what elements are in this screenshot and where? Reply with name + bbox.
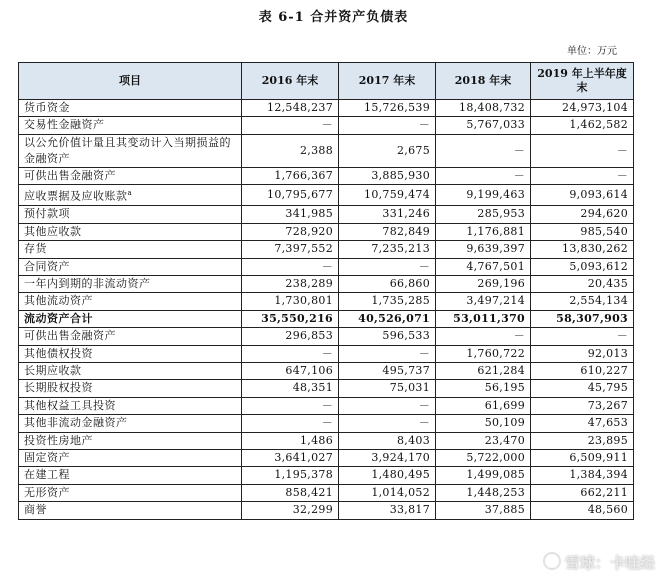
cell-value: 662,211	[531, 484, 634, 501]
row-label	[19, 206, 242, 223]
cell-value: 3,641,027	[242, 449, 339, 466]
cell-value: 3,497,214	[436, 293, 531, 310]
row-label	[19, 362, 242, 379]
table-row	[19, 223, 634, 240]
row-label	[19, 258, 242, 275]
cell-value: 294,620	[531, 206, 634, 223]
table-row	[19, 293, 634, 310]
cell-value: 45,795	[531, 380, 634, 397]
cell-value: 610,227	[531, 362, 634, 379]
row-label-text: 长期应收款	[24, 363, 82, 377]
header-item: 项目	[19, 63, 242, 100]
row-label	[19, 345, 242, 362]
cell-value: －	[339, 415, 436, 432]
cell-value: 58,307,903	[531, 310, 634, 327]
cell-value: －	[436, 134, 531, 167]
unit-label: 单位：万元	[567, 46, 617, 57]
cell-value: －	[339, 258, 436, 275]
row-label-text: 交易性金融资产	[24, 118, 105, 132]
cell-value: 5,093,612	[531, 258, 634, 275]
row-label	[19, 380, 242, 397]
row-label-text: 以公允价值计量且其变动计入当期损益的金融资产	[24, 135, 231, 165]
balance-sheet-table	[18, 62, 634, 520]
cell-value: 1,195,378	[242, 467, 339, 484]
row-label	[19, 117, 242, 134]
row-label	[19, 223, 242, 240]
row-label-text: 可供出售金融资产	[24, 329, 116, 343]
cell-value: －	[242, 345, 339, 362]
table-row	[19, 484, 634, 501]
cell-value: 48,351	[242, 380, 339, 397]
row-label	[19, 100, 242, 117]
table-row	[19, 241, 634, 258]
table-row	[19, 185, 634, 206]
cell-value: 18,408,732	[436, 100, 531, 117]
cell-value: 37,885	[436, 502, 531, 519]
cell-value: 50,109	[436, 415, 531, 432]
cell-value: 53,011,370	[436, 310, 531, 327]
cell-value: 7,397,552	[242, 241, 339, 258]
cell-value: 596,533	[339, 328, 436, 345]
cell-value: 75,031	[339, 380, 436, 397]
row-label	[19, 397, 242, 414]
row-label	[19, 467, 242, 484]
cell-value: 35,550,216	[242, 310, 339, 327]
cell-value: 341,985	[242, 206, 339, 223]
cell-value: －	[242, 415, 339, 432]
cell-value: 12,548,237	[242, 100, 339, 117]
cell-value: 238,289	[242, 275, 339, 292]
table-row	[19, 167, 634, 184]
row-label-text: 固定资产	[24, 450, 70, 464]
cell-value: 4,767,501	[436, 258, 531, 275]
cell-value: －	[242, 397, 339, 414]
cell-value: －	[339, 117, 436, 134]
cell-value: －	[242, 117, 339, 134]
row-label-text: 可供出售金融资产	[24, 168, 116, 182]
snowball-logo-icon	[543, 552, 561, 570]
watermark-text: 雪球：卡哇经	[564, 554, 655, 572]
cell-value: －	[339, 397, 436, 414]
cell-value: 1,730,801	[242, 293, 339, 310]
cell-value: 495,737	[339, 362, 436, 379]
row-label-text: 投资性房地产	[24, 433, 93, 447]
cell-value: 1,499,085	[436, 467, 531, 484]
cell-value: 3,924,170	[339, 449, 436, 466]
row-label	[19, 275, 242, 292]
cell-value: 56,195	[436, 380, 531, 397]
cell-value: 782,849	[339, 223, 436, 240]
watermark	[543, 552, 655, 573]
cell-value: 1,766,367	[242, 167, 339, 184]
cell-value: 9,199,463	[436, 185, 531, 206]
table-row	[19, 380, 634, 397]
table-row	[19, 449, 634, 466]
cell-value: 40,526,071	[339, 310, 436, 327]
row-label-text: 存货	[24, 242, 47, 256]
row-label	[19, 432, 242, 449]
cell-value: 66,860	[339, 275, 436, 292]
header-row	[19, 63, 634, 100]
cell-value: 48,560	[531, 502, 634, 519]
cell-value: －	[436, 167, 531, 184]
row-label-text: 无形资产	[24, 485, 70, 499]
cell-value: 23,470	[436, 432, 531, 449]
cell-value: 269,196	[436, 275, 531, 292]
cell-value: 1,760,722	[436, 345, 531, 362]
cell-value: 985,540	[531, 223, 634, 240]
footnote-marker: a	[127, 189, 133, 198]
cell-value: 9,639,397	[436, 241, 531, 258]
table-row	[19, 310, 634, 327]
table-row	[19, 258, 634, 275]
header-2016: 2016 年末	[242, 63, 339, 100]
row-label-text: 其他流动资产	[24, 294, 93, 308]
header-2018: 2018 年末	[436, 63, 531, 100]
row-label-text: 其他应收款	[24, 224, 82, 238]
cell-value: 32,299	[242, 502, 339, 519]
row-label-text: 其他非流动金融资产	[24, 416, 128, 430]
table-row	[19, 467, 634, 484]
cell-value: 2,675	[339, 134, 436, 167]
cell-value: 296,853	[242, 328, 339, 345]
table-row	[19, 275, 634, 292]
cell-value: 9,093,614	[531, 185, 634, 206]
cell-value: 8,403	[339, 432, 436, 449]
cell-value: 61,699	[436, 397, 531, 414]
cell-value: 2,388	[242, 134, 339, 167]
cell-value: 2,554,134	[531, 293, 634, 310]
cell-value: 285,953	[436, 206, 531, 223]
row-label-text: 应收票据及应收账款	[24, 189, 128, 203]
table-body	[19, 100, 634, 520]
cell-value: 331,246	[339, 206, 436, 223]
cell-value: 15,726,539	[339, 100, 436, 117]
cell-value: 5,722,000	[436, 449, 531, 466]
cell-value: 92,013	[531, 345, 634, 362]
table-row	[19, 362, 634, 379]
row-label-text: 其他权益工具投资	[24, 398, 116, 412]
cell-value: 10,759,474	[339, 185, 436, 206]
row-label	[19, 134, 242, 167]
header-2019h1: 2019 年上半年度末	[531, 63, 634, 100]
cell-value: 647,106	[242, 362, 339, 379]
header-2017: 2017 年末	[339, 63, 436, 100]
cell-value: －	[531, 167, 634, 184]
row-label	[19, 484, 242, 501]
cell-value: 20,435	[531, 275, 634, 292]
row-label	[19, 293, 242, 310]
cell-value: －	[242, 258, 339, 275]
cell-value: 1,176,881	[436, 223, 531, 240]
row-label	[19, 167, 242, 184]
cell-value: －	[531, 134, 634, 167]
row-label-text: 流动资产合计	[24, 311, 93, 325]
row-label-text: 其他债权投资	[24, 346, 93, 360]
row-label-text: 一年内到期的非流动资产	[24, 276, 151, 290]
cell-value: －	[339, 345, 436, 362]
cell-value: 1,486	[242, 432, 339, 449]
cell-value: 1,448,253	[436, 484, 531, 501]
row-label-text: 在建工程	[24, 468, 70, 482]
cell-value: 1,480,495	[339, 467, 436, 484]
table-row	[19, 345, 634, 362]
cell-value: 1,384,394	[531, 467, 634, 484]
cell-value: 13,830,262	[531, 241, 634, 258]
cell-value: 1,735,285	[339, 293, 436, 310]
cell-value: 3,885,930	[339, 167, 436, 184]
cell-value: 621,284	[436, 362, 531, 379]
cell-value: 7,235,213	[339, 241, 436, 258]
table-row	[19, 117, 634, 134]
row-label-text: 预付款项	[24, 207, 70, 221]
cell-value: 5,767,033	[436, 117, 531, 134]
table-row	[19, 415, 634, 432]
table-row	[19, 397, 634, 414]
cell-value: 10,795,677	[242, 185, 339, 206]
row-label	[19, 185, 242, 206]
table-row	[19, 206, 634, 223]
cell-value: 73,267	[531, 397, 634, 414]
table-row	[19, 100, 634, 117]
row-label	[19, 241, 242, 258]
cell-value: 1,014,052	[339, 484, 436, 501]
table-row	[19, 134, 634, 167]
cell-value: 858,421	[242, 484, 339, 501]
row-label-text: 合同资产	[24, 259, 70, 273]
cell-value: 728,920	[242, 223, 339, 240]
row-label	[19, 310, 242, 327]
cell-value: 1,462,582	[531, 117, 634, 134]
table-title: 表 6-1 合并资产负债表	[258, 10, 409, 25]
cell-value: 6,509,911	[531, 449, 634, 466]
cell-value: －	[531, 328, 634, 345]
row-label-text: 长期股权投资	[24, 381, 93, 395]
table-row	[19, 328, 634, 345]
row-label-text: 货币资金	[24, 101, 70, 114]
row-label	[19, 328, 242, 345]
row-label	[19, 502, 242, 519]
row-label-text: 商誉	[24, 503, 47, 517]
cell-value: 23,895	[531, 432, 634, 449]
cell-value: －	[436, 328, 531, 345]
cell-value: 47,653	[531, 415, 634, 432]
cell-value: 33,817	[339, 502, 436, 519]
table-row	[19, 502, 634, 519]
row-label	[19, 415, 242, 432]
cell-value: 24,973,104	[531, 100, 634, 117]
row-label	[19, 449, 242, 466]
table-row	[19, 432, 634, 449]
